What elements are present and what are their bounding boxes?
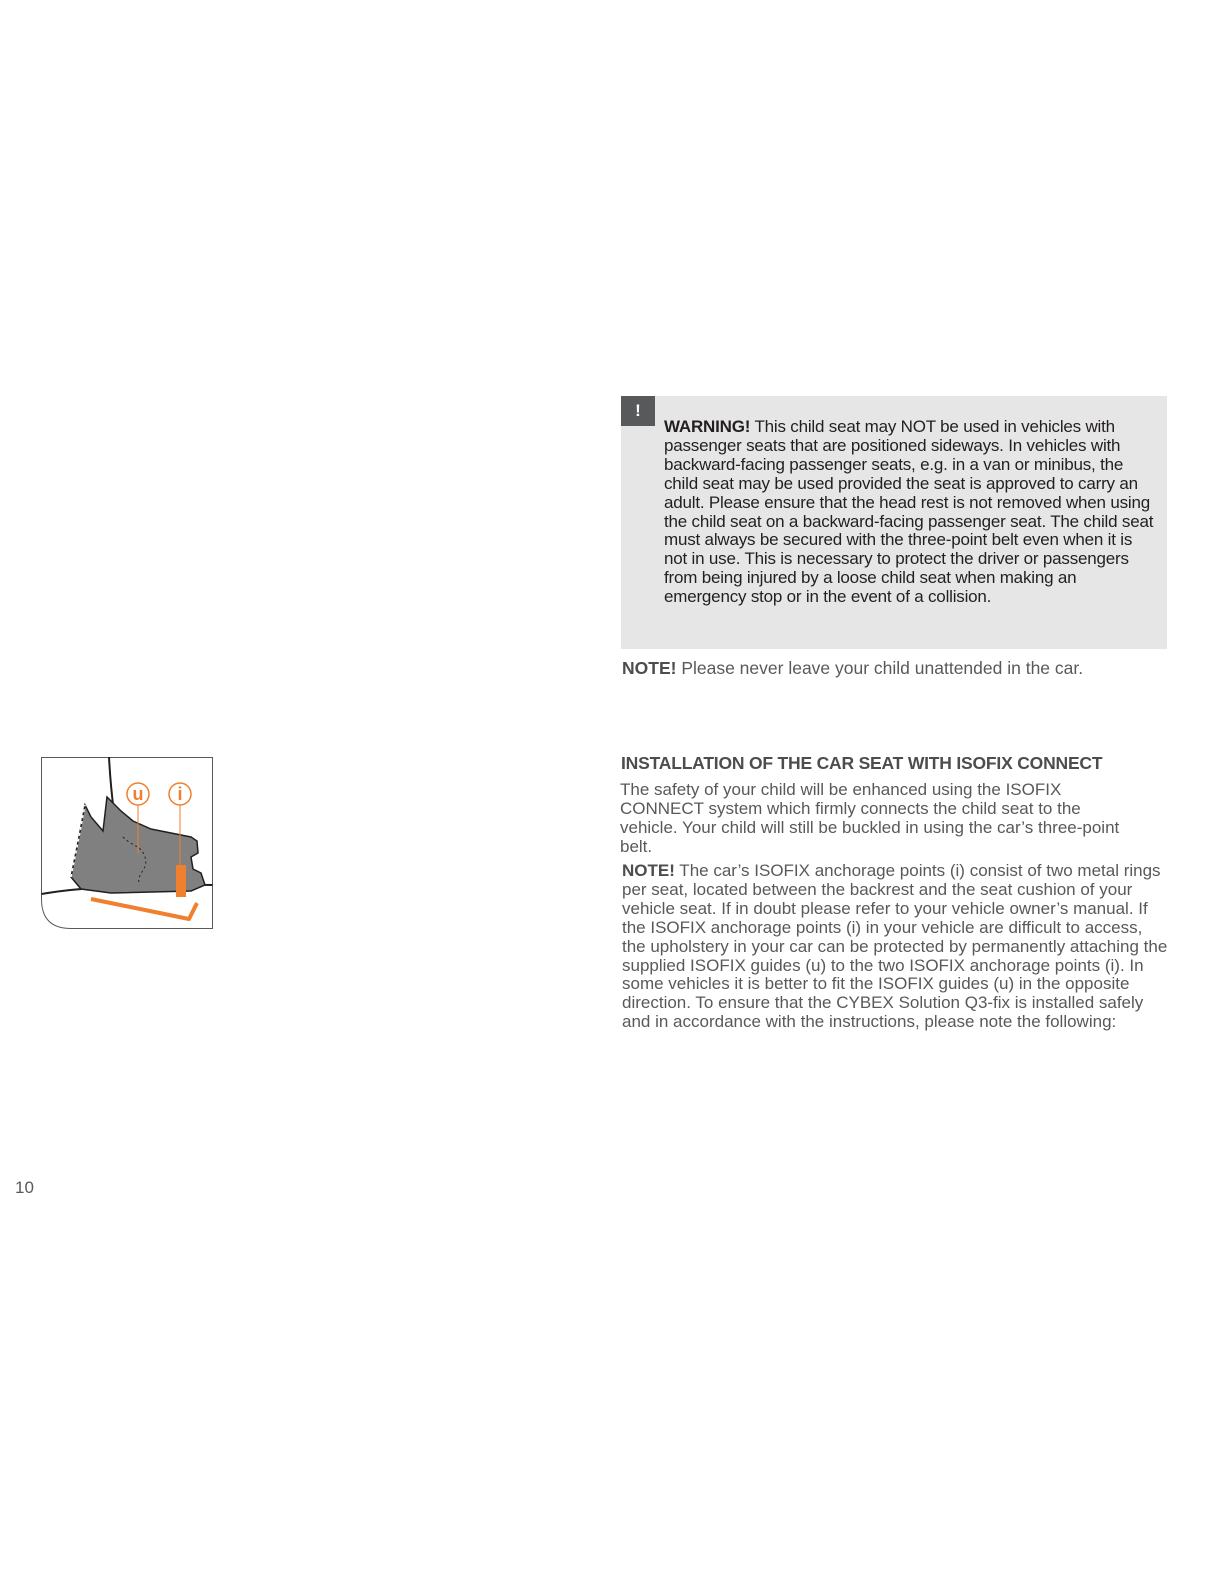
isofix-note	[622, 862, 1170, 1032]
isofix-note-label: NOTE!	[622, 861, 675, 880]
note-unattended	[622, 658, 1182, 679]
note-body: Please never leave your child unattended in the car.	[676, 658, 1084, 678]
warning-badge-icon: !	[621, 396, 655, 426]
warning-text	[664, 418, 1154, 607]
figure-label-u: u	[132, 784, 144, 804]
figure-label-i: i	[177, 784, 183, 804]
page-number: 10	[15, 1178, 34, 1197]
warning-body: This child seat may NOT be used in vehicles with passenger seats that are positioned sideways. In vehicles with backward-facing passenger seats, e.g. in a van or minibus, the child seat may be used provided the seat is approved to carry an adult. Please ensure that the head rest is not removed when using the child seat on a backward-facing passenger seat. The child seat must always be secured with the three-point belt even when it is not in use. This is necessary to protect the driver or passengers from being injured by a loose child seat when making an emergency stop or in the event of a collision.	[664, 417, 1154, 607]
isofix-note-body: The car’s ISOFIX anchorage points (i) consist of two metal rings per seat, located between the backrest and the seat cushion of your vehicle seat. If in doubt please refer to your vehicle owner’s manual. If the ISOFIX anchorage points (i) in your vehicle are difficult to access, the upholstery in your car can be protected by permanently attaching the supplied ISOFIX guides (u) to the two ISOFIX anchorage points (i). In some vehicles it is better to fit the ISOFIX guides (u) in the opposite direction. To ensure that the CYBEX Solution Q3-fix is installed safely and in accordance with the instructions, please note the following:	[622, 861, 1168, 1032]
section-paragraph: The safety of your child will be enhanced using the ISOFIX CONNECT system which firmly connects the child seat to the vehicle. Your child will still be buckled in using the car’s three-point belt.	[620, 780, 1120, 856]
isofix-illustration	[41, 757, 213, 929]
section-title: INSTALLATION OF THE CAR SEAT WITH ISOFIX CONNECT	[621, 753, 1103, 773]
isofix-guide-icon	[176, 865, 186, 897]
warning-label: WARNING!	[664, 417, 751, 436]
note-label: NOTE!	[622, 658, 677, 678]
